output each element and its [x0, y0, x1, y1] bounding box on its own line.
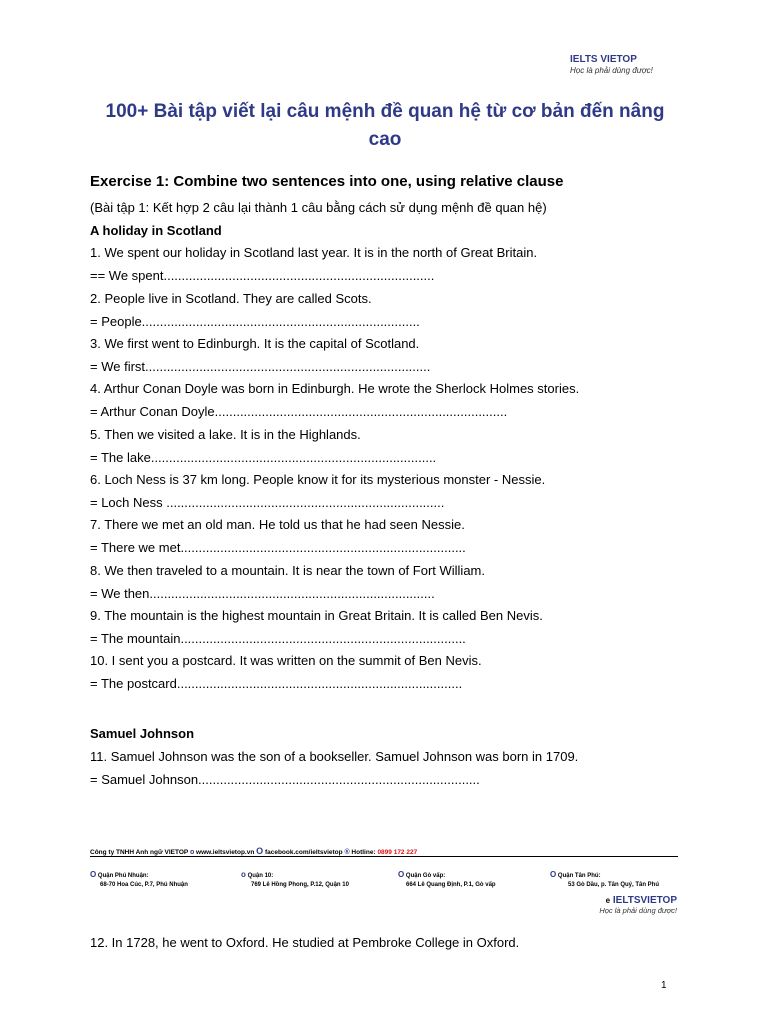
answer-line: = We then............................................................................... — [90, 586, 435, 601]
footer-hotline-label: Hotline: — [351, 849, 376, 856]
answer-line: = Loch Ness ............................................................................. — [90, 495, 445, 510]
footer-brand-slogan: Học là phải dùng được! — [599, 906, 677, 915]
page-title: 100+ Bài tập viết lại câu mệnh đề quan hệ từ cơ bản đến nâng cao — [105, 101, 665, 150]
exercise-line: 3. We first went to Edinburgh. It is the capital of Scotland. — [90, 336, 420, 351]
exercise-line: 6. Loch Ness is 37 km long. People know it for its mysterious monster - Nessie. — [90, 472, 546, 487]
answer-line: = Samuel Johnson.............................................................................. — [90, 772, 480, 787]
exercise-line: 5. Then we visited a lake. It is in the Highlands. — [90, 427, 361, 442]
footer-hotline[interactable]: 0899 172 227 — [377, 849, 418, 856]
branch-name: Quận Phú Nhuận: — [97, 873, 149, 879]
branch-bullet: O — [398, 870, 405, 879]
branch-name: Quận 10: — [247, 873, 274, 879]
answer-line: = We first............................................................................... — [90, 359, 431, 374]
exercise-subtitle: (Bài tập 1: Kết hợp 2 câu lại thành 1 câu bằng cách sử dụng mệnh đề quan hệ) — [90, 200, 547, 215]
footer-facebook[interactable]: facebook.com/ieltsvietop — [264, 849, 343, 856]
branch-address: 769 Lê Hồng Phong, P.12, Quận 10 — [251, 882, 349, 888]
branch-quan-10 — [241, 870, 349, 890]
branch-go-vap — [398, 870, 496, 890]
branch-bullet: o — [241, 870, 246, 879]
footer-bullet: o — [189, 849, 195, 856]
exercise-line: 8. We then traveled to a mountain. It is near the town of Fort William. — [90, 563, 485, 578]
branch-address: 68-70 Hoa Cúc, P.7, Phú Nhuận — [100, 882, 188, 888]
footer-bullet-big: O — [256, 846, 264, 856]
header-brand — [570, 54, 653, 75]
exercise-line: 7. There we met an old man. He told us that he had seen Nessie. — [90, 517, 465, 532]
branch-name: Quận Tân Phú: — [557, 873, 601, 879]
exercise-heading: Exercise 1: Combine two sentences into one, using relative clause — [90, 173, 564, 190]
answer-line: = People............................................................................. — [90, 314, 420, 329]
exercise-line: 1. We spent our holiday in Scotland last year. It is in the north of Great Britain. — [90, 245, 538, 260]
answer-line: == We spent........................................................................... — [90, 268, 435, 283]
exercise-line: 11. Samuel Johnson was the son of a bookseller. Samuel Johnson was born in 1709. — [90, 749, 579, 764]
answer-line: = There we met............................................................................... — [90, 540, 466, 555]
footer-divider — [90, 856, 678, 857]
branch-name: Quận Gò vấp: — [405, 873, 446, 879]
answer-line: = Arthur Conan Doyle................................................................................. — [90, 404, 508, 419]
answer-line: = The lake............................................................................... — [90, 450, 437, 465]
exercise-line: 10. I sent you a postcard. It was written on the summit of Ben Nevis. — [90, 653, 482, 668]
exercise-line: 12. In 1728, he went to Oxford. He studied at Pembroke College in Oxford. — [90, 935, 520, 950]
brand-name: IELTS VIETOP — [570, 54, 637, 65]
exercise-line: 4. Arthur Conan Doyle was born in Edinburgh. He wrote the Sherlock Holmes stories. — [90, 381, 580, 396]
footer-brand-name — [535, 895, 677, 906]
footer-company: Công ty TNHH Anh ngữ VIETOP — [90, 849, 189, 856]
branch-address: 53 Gò Dầu, p. Tân Quý, Tân Phú — [568, 882, 660, 888]
answer-line: = The mountain............................................................................... — [90, 631, 466, 646]
page-number: 1 — [661, 980, 667, 991]
exercise-line: 9. The mountain is the highest mountain in Great Britain. It is called Ben Nevis. — [90, 608, 543, 623]
branch-bullet: O — [550, 870, 557, 879]
branch-phu-nhuan — [90, 870, 188, 890]
branch-address: 664 Lê Quang Định, P.1, Gò vấp — [406, 882, 496, 888]
footer-reg: ® — [344, 849, 350, 856]
answer-line: = The postcard............................................................................... — [90, 676, 463, 691]
section-heading-johnson: Samuel Johnson — [90, 726, 195, 741]
footer-contact — [90, 846, 417, 856]
footer-brand-text: IELTSVIETOP — [612, 895, 677, 906]
footer-brand-prefix: e — [605, 896, 611, 905]
section-heading-scotland: A holiday in Scotland — [90, 223, 222, 238]
branch-tan-phu — [550, 870, 659, 890]
exercise-line: 2. People live in Scotland. They are called Scots. — [90, 291, 372, 306]
footer-website[interactable]: www.ieltsvietop.vn — [196, 849, 255, 856]
footer-brand — [535, 895, 677, 915]
branch-bullet: O — [90, 870, 97, 879]
brand-slogan: Học là phải dùng được! — [570, 66, 653, 75]
